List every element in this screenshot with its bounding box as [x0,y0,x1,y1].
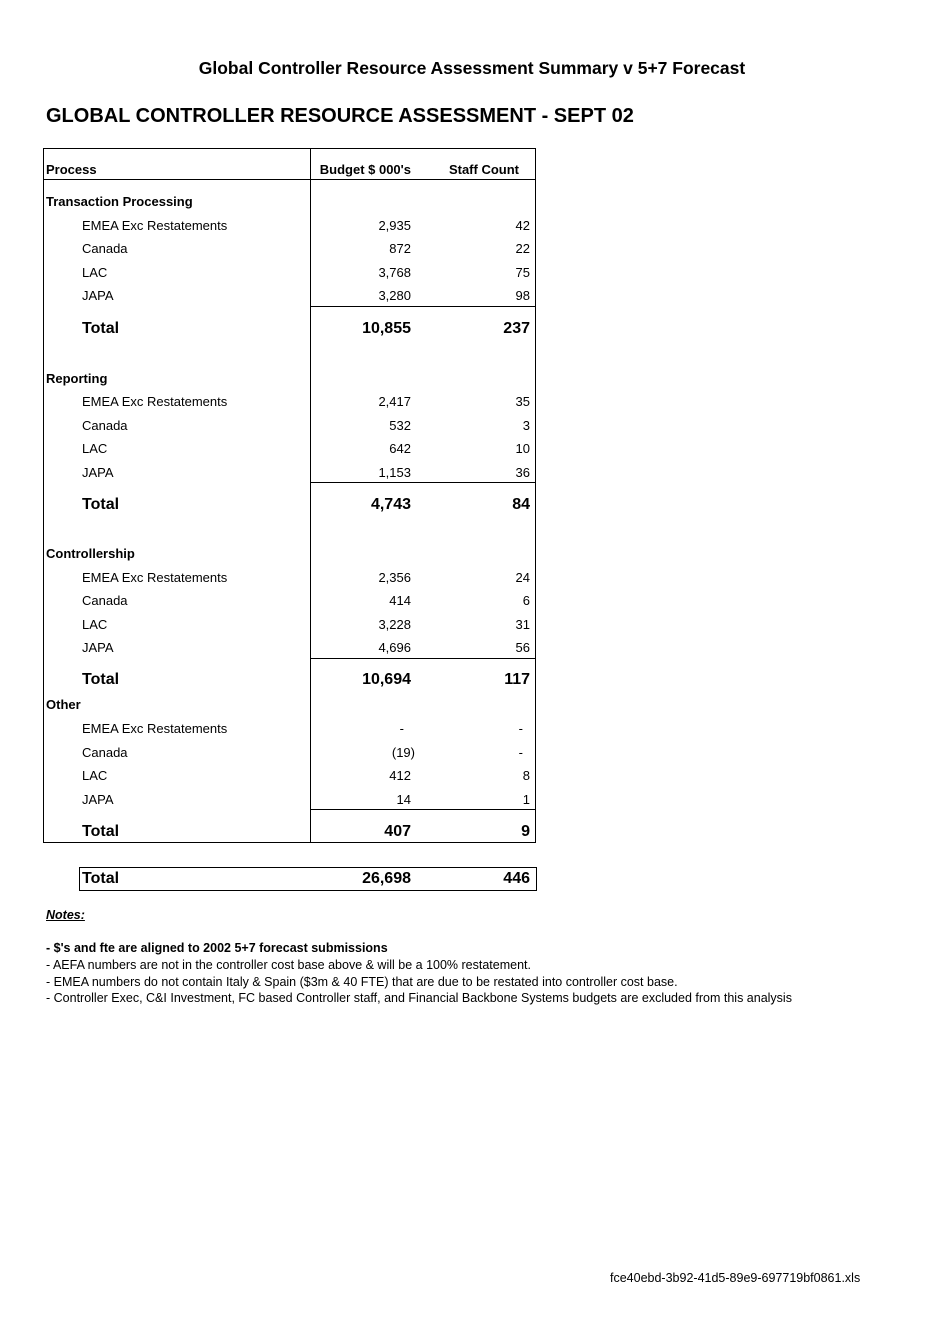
row-budget: 1,153 [378,465,411,480]
section-total-staff: 9 [521,823,530,840]
section-total-budget: 10,855 [362,320,411,337]
grand-total-budget: 26,698 [362,870,411,887]
row-label: JAPA [82,792,114,807]
row-budget: - [399,721,404,736]
row-label: Canada [82,745,128,760]
section-heading: Controllership [46,546,135,561]
column-header-budget: Budget $ 000's [319,162,411,177]
row-label: LAC [82,441,108,456]
row-label: LAC [82,617,108,632]
subtotal-rule [310,809,536,810]
section-heading: Transaction Processing [46,194,193,209]
subtotal-rule [310,658,536,659]
subtotal-rule [310,306,536,307]
row-staff: 8 [522,768,530,783]
note-item: - $'s and fte are aligned to 2002 5+7 forecast submissions [46,941,388,955]
note-item: - EMEA numbers do not contain Italy & Spain ($3m & 40 FTE) that are due to be restated into controller cost base. [46,975,678,989]
row-label: JAPA [82,640,114,655]
header-divider [43,179,536,180]
section-total-budget: 407 [384,823,411,840]
grand-total-label: Total [82,870,120,887]
row-label: JAPA [82,465,114,480]
row-staff: 35 [515,394,530,409]
row-budget: 14 [396,792,411,807]
row-budget: 2,935 [378,218,411,233]
note-item: - AEFA numbers are not in the controller cost base above & will be a 100% restatement. [46,958,531,972]
section-total-label: Total [82,671,120,688]
section-heading: Other [46,697,81,712]
section-total-staff: 84 [512,496,530,513]
section-total-label: Total [82,823,120,840]
section-total-staff: 237 [503,320,530,337]
row-staff: 24 [515,570,530,585]
section-total-staff: 117 [504,671,530,688]
notes-title: Notes: [46,908,85,922]
sheet-heading: GLOBAL CONTROLLER RESOURCE ASSESSMENT - SEPT 02 [46,105,634,127]
row-staff: 75 [515,265,530,280]
row-budget: 3,280 [378,288,411,303]
row-budget: 642 [389,441,411,456]
section-total-label: Total [82,496,120,513]
grand-total-staff: 446 [503,870,530,887]
row-staff: 1 [522,792,530,807]
row-budget: 414 [389,593,411,608]
row-staff: 10 [515,441,530,456]
row-label: EMEA Exc Restatements [82,218,228,233]
row-staff: - [518,721,523,736]
row-budget: 3,228 [378,617,411,632]
row-staff: 3 [522,418,530,433]
row-staff: 6 [522,593,530,608]
column-header-process: Process [46,162,97,177]
row-budget: 412 [389,768,411,783]
note-item: - Controller Exec, C&I Investment, FC based Controller staff, and Financial Backbone Systems budgets are excluded from this analysis [46,991,792,1005]
row-label: Canada [82,593,128,608]
row-staff: 98 [515,288,530,303]
row-staff: 31 [515,617,530,632]
row-label: LAC [82,768,108,783]
row-staff: 42 [515,218,530,233]
row-staff: - [518,745,523,760]
row-label: JAPA [82,288,114,303]
row-staff: 36 [515,465,530,480]
row-label: EMEA Exc Restatements [82,721,228,736]
document-title: Global Controller Resource Assessment Summary v 5+7 Forecast [198,58,746,78]
row-staff: 22 [515,241,530,256]
row-budget: (19) [391,745,415,760]
row-budget: 3,768 [378,265,411,280]
row-staff: 56 [515,640,530,655]
row-budget: 2,417 [378,394,411,409]
section-total-budget: 4,743 [370,496,411,513]
row-label: EMEA Exc Restatements [82,570,228,585]
column-header-staff: Staff Count [448,162,519,177]
row-label: LAC [82,265,108,280]
row-budget: 2,356 [378,570,411,585]
section-heading: Reporting [46,371,108,386]
row-budget: 872 [389,241,411,256]
section-total-budget: 10,694 [362,671,411,688]
row-budget: 532 [389,418,411,433]
footer-filename: fce40ebd-3b92-41d5-89e9-697719bf0861.xls [610,1271,861,1285]
row-label: EMEA Exc Restatements [82,394,228,409]
subtotal-rule [310,482,536,483]
row-label: Canada [82,418,128,433]
section-total-label: Total [82,320,120,337]
row-label: Canada [82,241,128,256]
row-budget: 4,696 [378,640,411,655]
